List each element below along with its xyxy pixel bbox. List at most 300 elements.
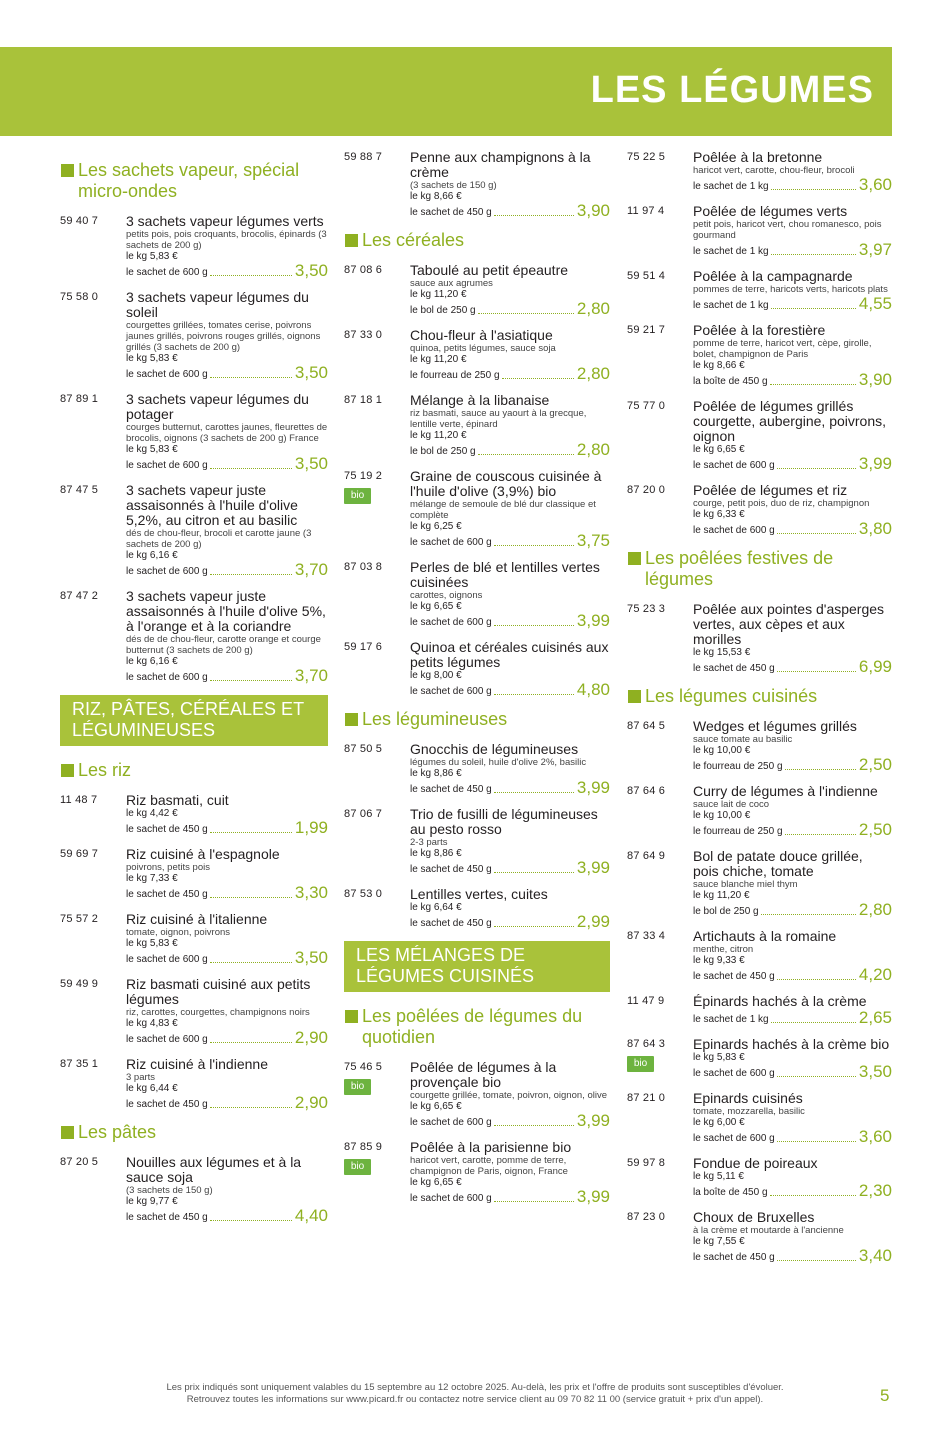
dotted-leader [777, 468, 856, 469]
product-price: 3,60 [858, 1127, 892, 1146]
product-price: 3,50 [294, 454, 328, 473]
product-code: 75 22 5 [627, 151, 666, 163]
product-item [627, 204, 892, 258]
package-size: le sachet de 450 g [126, 824, 208, 835]
price-line [410, 913, 610, 930]
price-line [410, 859, 610, 876]
price-line [410, 365, 610, 382]
product-item [344, 887, 610, 930]
package-size: le sachet de 600 g [410, 537, 492, 548]
product-item [344, 469, 610, 549]
price-line [693, 295, 892, 312]
product-description: sauce aux agrumes [410, 278, 493, 289]
price-per-kg: le kg 8,86 € [410, 768, 462, 779]
price-line [693, 1063, 892, 1080]
package-size: le sachet de 600 g [693, 460, 775, 471]
price-per-kg: le kg 15,53 € [693, 647, 751, 658]
product-code: 87 64 9 [627, 850, 666, 862]
price-per-kg: le kg 6,33 € [693, 509, 745, 520]
product-description: (3 sachets de 150 g) [126, 1185, 213, 1196]
product-code: 87 53 0 [344, 888, 383, 900]
product-name: Nouilles aux légumes et à la sauce soja [126, 1154, 302, 1185]
footer-line-2: Retrouvez toutes les informations sur www.picard.fr ou contactez notre service client au 09 70 82 11 00 (service gratuit + prix d'un appel). [186, 1394, 764, 1405]
package-size: le sachet de 600 g [693, 1068, 775, 1079]
price-line [693, 821, 892, 838]
product-description: 3 parts [126, 1072, 156, 1083]
product-price: 2,90 [294, 1093, 328, 1112]
dotted-leader [494, 215, 574, 216]
package-size: le sachet de 600 g [126, 267, 208, 278]
product-code: 87 20 5 [60, 1156, 99, 1168]
product-code: 75 58 0 [60, 291, 99, 303]
package-size: le sachet de 600 g [693, 1133, 775, 1144]
product-name: 3 sachets vapeur légumes du soleil [126, 289, 309, 320]
package-size: le fourreau de 250 g [693, 826, 783, 837]
product-price: 2,80 [576, 299, 610, 318]
product-price: 2,65 [858, 1008, 892, 1027]
price-line [693, 1247, 892, 1264]
product-name: Riz cuisiné à l'espagnole [126, 846, 280, 862]
dotted-leader [210, 275, 292, 276]
package-size: le bol de 250 g [410, 305, 476, 316]
product-name: Mélange à la libanaise [410, 392, 550, 408]
product-price: 3,50 [294, 948, 328, 967]
price-per-kg: le kg 11,20 € [410, 289, 467, 300]
product-name: Curry de légumes à l'indienne [693, 783, 878, 799]
price-per-kg: le kg 5,11 € [693, 1171, 744, 1182]
dotted-leader [494, 1125, 574, 1126]
section-square-icon [345, 234, 358, 247]
product-price: 4,80 [576, 680, 610, 699]
section-title [60, 760, 328, 781]
price-per-kg: le kg 11,20 € [410, 430, 467, 441]
dotted-leader [210, 574, 292, 575]
package-size: la boîte de 450 g [693, 376, 768, 387]
dotted-leader [494, 625, 574, 626]
dotted-leader [494, 792, 574, 793]
dotted-leader [777, 533, 856, 534]
product-name: Poêlée de légumes à la provençale bio [410, 1059, 557, 1090]
section-title-text: Les riz [78, 760, 132, 780]
product-description: dés de chou-fleur, brocoli et carotte jaune (3 sachets de 200 g) [126, 528, 312, 550]
price-per-kg: le kg 5,83 € [126, 444, 178, 455]
footer-legal [110, 1382, 840, 1406]
product-price: 3,97 [858, 240, 892, 259]
package-size: le sachet de 450 g [410, 918, 492, 929]
product-price: 2,80 [576, 440, 610, 459]
dotted-leader [785, 769, 856, 770]
product-code: 87 33 0 [344, 329, 383, 341]
dotted-leader [478, 313, 574, 314]
page-title: LES LÉGUMES [590, 69, 874, 111]
product-description: poivrons, petits pois [126, 862, 210, 873]
product-name: Poêlée à la campagnarde [693, 268, 853, 284]
product-description: courgette grillée, tomate, poivron, oignon, olive [410, 1090, 607, 1101]
dotted-leader [777, 1260, 856, 1261]
product-name: Poêlée de légumes et riz [693, 482, 848, 498]
product-item [60, 977, 328, 1046]
footer-line-1: Les prix indiqués sont uniquement valables du 15 septembre au 12 octobre 2025. Au-delà, les prix et l'offre de produits sont susceptibles d'évoluer. [166, 1382, 784, 1393]
product-price: 3,60 [858, 175, 892, 194]
product-name: Epinards cuisinés [693, 1090, 803, 1106]
product-name: Bol de patate douce grillée, pois chiche, tomate [693, 848, 863, 879]
section-title [344, 230, 610, 251]
product-price: 3,99 [576, 858, 610, 877]
product-description: 2-3 parts [410, 837, 448, 848]
product-description: mélange de semoule de blé dur classique et complète [410, 499, 596, 521]
price-line [126, 561, 328, 578]
product-name: 3 sachets vapeur juste assaisonnés à l'huile d'olive 5%, à l'orange et à la coriandre [126, 588, 326, 634]
bio-logo-icon: bio [344, 1159, 371, 1175]
section-title [344, 709, 610, 730]
dotted-leader [210, 1220, 292, 1221]
product-price: 3,99 [576, 611, 610, 630]
product-code: 87 03 8 [344, 561, 383, 573]
price-line [693, 1182, 892, 1199]
product-description: pomme de terre, haricot vert, cèpe, girolle, bolet, champignon de Paris [693, 338, 872, 360]
product-description: dés de de chou-fleur, carotte orange et courge butternut (3 sachets de 200 g) [126, 634, 321, 656]
price-line [693, 371, 892, 388]
package-size: le fourreau de 250 g [410, 370, 500, 381]
price-line [410, 202, 610, 219]
product-name: Fondue de poireaux [693, 1155, 818, 1171]
product-name: Riz cuisiné à l'indienne [126, 1056, 268, 1072]
price-line [410, 1112, 610, 1129]
bio-logo-icon: bio [344, 488, 371, 504]
product-code: 75 46 5 [344, 1061, 383, 1073]
product-description: petits pois, pois croquants, brocolis, épinards (3 sachets de 200 g) [126, 229, 327, 251]
product-code: 87 47 2 [60, 590, 99, 602]
package-size: le sachet de 1 kg [693, 181, 769, 192]
bio-logo-icon: bio [344, 1079, 371, 1095]
section-title-text: Les pâtes [78, 1122, 157, 1142]
product-item [344, 807, 610, 876]
price-line [693, 658, 892, 675]
product-code: 87 35 1 [60, 1058, 99, 1070]
price-line [410, 532, 610, 549]
product-item [60, 290, 328, 381]
product-code: 87 64 3 [627, 1038, 666, 1050]
section-square-icon [61, 1126, 74, 1139]
product-item [344, 150, 610, 219]
price-line [126, 1094, 328, 1111]
product-item [60, 392, 328, 472]
price-line [693, 756, 892, 773]
section-title [60, 160, 328, 202]
product-price: 4,40 [294, 1206, 328, 1225]
dotted-leader [771, 189, 856, 190]
package-size: le bol de 250 g [410, 446, 476, 457]
product-price: 3,70 [294, 560, 328, 579]
product-item [344, 742, 610, 796]
price-line [126, 949, 328, 966]
product-code: 59 97 8 [627, 1157, 666, 1169]
product-name: Poêlée de légumes verts [693, 203, 848, 219]
product-price: 2,50 [858, 755, 892, 774]
package-size: le sachet de 600 g [126, 1034, 208, 1045]
product-item [60, 793, 328, 836]
package-size: le sachet de 1 kg [693, 246, 769, 257]
product-description: haricot vert, carotte, pomme de terre, champignon de Paris, oignon, France [410, 1155, 568, 1177]
dotted-leader [785, 834, 856, 835]
product-name: Wedges et légumes grillés [693, 718, 857, 734]
product-price: 2,90 [294, 1028, 328, 1047]
product-item [627, 849, 892, 918]
price-per-kg: le kg 10,00 € [693, 745, 751, 756]
product-code: 59 21 7 [627, 324, 666, 336]
price-per-kg: le kg 5,83 € [126, 251, 178, 262]
product-price: 2,30 [858, 1181, 892, 1200]
product-code: 75 57 2 [60, 913, 99, 925]
product-item [344, 1140, 610, 1205]
product-code: 87 89 1 [60, 393, 99, 405]
product-item [344, 328, 610, 382]
product-item [344, 640, 610, 698]
dotted-leader [494, 694, 574, 695]
price-line [126, 884, 328, 901]
price-line [126, 819, 328, 836]
price-line [693, 1128, 892, 1145]
price-per-kg: le kg 6,65 € [410, 601, 462, 612]
price-per-kg: le kg 6,25 € [410, 521, 462, 532]
package-size: le sachet de 600 g [410, 1117, 492, 1128]
product-code: 59 49 9 [60, 978, 99, 990]
product-code: 87 20 0 [627, 484, 666, 496]
price-per-kg: le kg 9,33 € [693, 955, 745, 966]
product-name: Riz basmati, cuit [126, 792, 229, 808]
package-size: le sachet de 450 g [410, 207, 492, 218]
dotted-leader [777, 1141, 856, 1142]
package-size: le sachet de 450 g [126, 1099, 208, 1110]
product-item [627, 1156, 892, 1199]
product-price: 1,99 [294, 818, 328, 837]
price-line [410, 441, 610, 458]
section-title-text: Les poêlées de légumes du quotidien [362, 1006, 583, 1047]
dotted-leader [761, 914, 856, 915]
product-name: Quinoa et céréales cuisinés aux petits légumes [410, 639, 609, 670]
product-description: légumes du soleil, huile d'olive 2%, basilic [410, 757, 587, 768]
section-square-icon [61, 764, 74, 777]
product-name: Graine de couscous cuisinée à l'huile d'olive (3,9%) bio [410, 468, 602, 499]
product-item [627, 602, 892, 675]
price-line [693, 176, 892, 193]
package-size: le sachet de 450 g [126, 889, 208, 900]
price-per-kg: le kg 6,65 € [410, 1101, 462, 1112]
product-description: sauce blanche miel thym [693, 879, 798, 890]
product-name: 3 sachets vapeur légumes du potager [126, 391, 309, 422]
package-size: le sachet de 600 g [693, 525, 775, 536]
product-price: 3,99 [576, 1111, 610, 1130]
product-code: 87 23 0 [627, 1211, 666, 1223]
product-name: Poêlée à la parisienne bio [410, 1139, 572, 1155]
product-code: 11 47 9 [627, 995, 665, 1007]
price-per-kg: le kg 6,44 € [126, 1083, 178, 1094]
package-size: le sachet de 450 g [693, 971, 775, 982]
price-line [126, 667, 328, 684]
section-square-icon [345, 713, 358, 726]
price-per-kg: le kg 6,65 € [410, 1177, 462, 1188]
package-size: le sachet de 600 g [126, 672, 208, 683]
product-price: 3,99 [576, 1187, 610, 1206]
product-code: 59 40 7 [60, 215, 99, 227]
product-name: Artichauts à la romaine [693, 928, 837, 944]
dotted-leader [210, 1042, 292, 1043]
product-item [627, 784, 892, 838]
product-description: riz, carottes, courgettes, champignons noirs [126, 1007, 310, 1018]
product-name: Riz cuisiné à l'italienne [126, 911, 268, 927]
product-price: 3,40 [858, 1246, 892, 1265]
product-name: Chou-fleur à l'asiatique [410, 327, 553, 343]
price-line [126, 364, 328, 381]
price-per-kg: le kg 7,55 € [693, 1236, 745, 1247]
package-size: le sachet de 600 g [126, 369, 208, 380]
product-item [627, 483, 892, 537]
price-line [410, 300, 610, 317]
product-price: 3,99 [576, 778, 610, 797]
price-per-kg: le kg 6,65 € [693, 444, 745, 455]
product-name: Trio de fusilli de légumineuses au pesto rosso [410, 806, 598, 837]
product-code: 87 33 4 [627, 930, 666, 942]
product-description: quinoa, petits légumes, sauce soja [410, 343, 556, 354]
package-size: le sachet de 450 g [693, 663, 775, 674]
price-line [410, 612, 610, 629]
product-item [60, 847, 328, 901]
price-line [693, 241, 892, 258]
product-name: Poêlée à la forestière [693, 322, 826, 338]
product-item [344, 1060, 610, 1129]
product-description: sauce lait de coco [693, 799, 770, 810]
product-description: tomate, mozzarella, basilic [693, 1106, 805, 1117]
dotted-leader [478, 454, 574, 455]
package-size: le sachet de 450 g [126, 1212, 208, 1223]
price-per-kg: le kg 4,83 € [126, 1018, 178, 1029]
package-size: le sachet de 600 g [410, 1193, 492, 1204]
dotted-leader [777, 671, 856, 672]
dotted-leader [777, 1076, 856, 1077]
product-name: Lentilles vertes, cuites [410, 886, 548, 902]
price-line [693, 520, 892, 537]
price-line [126, 1207, 328, 1224]
price-per-kg: le kg 5,83 € [126, 353, 178, 364]
product-item [627, 1210, 892, 1264]
price-line [693, 901, 892, 918]
package-size: le fourreau de 250 g [693, 761, 783, 772]
product-item [60, 589, 328, 684]
product-name: 3 sachets vapeur légumes verts [126, 213, 324, 229]
product-code: 87 06 7 [344, 808, 383, 820]
product-code: 75 77 0 [627, 400, 666, 412]
dotted-leader [210, 468, 292, 469]
dotted-leader [770, 384, 856, 385]
product-item [60, 1155, 328, 1224]
price-per-kg: le kg 5,83 € [693, 1052, 745, 1063]
product-description: tomate, oignon, poivrons [126, 927, 231, 938]
dotted-leader [771, 308, 856, 309]
package-size: le sachet de 1 kg [693, 300, 769, 311]
section-square-icon [345, 1010, 358, 1023]
price-line [410, 779, 610, 796]
page-number: 5 [880, 1386, 890, 1405]
product-price: 3,75 [576, 531, 610, 550]
price-per-kg: le kg 8,00 € [410, 670, 462, 681]
price-per-kg: le kg 7,33 € [126, 873, 178, 884]
price-per-kg: le kg 6,16 € [126, 656, 178, 667]
product-item [60, 1057, 328, 1111]
product-item [627, 269, 892, 312]
product-item [344, 560, 610, 629]
product-name: Taboulé au petit épeautre [410, 262, 569, 278]
dotted-leader [210, 832, 292, 833]
product-item [627, 994, 892, 1026]
product-code: 87 85 9 [344, 1141, 383, 1153]
package-size: le sachet de 1 kg [693, 1014, 769, 1025]
section-square-icon [61, 164, 74, 177]
product-code: 87 64 5 [627, 720, 666, 732]
section-title-text: Les sachets vapeur, spécial micro-ondes [78, 160, 300, 201]
price-per-kg: le kg 8,66 € [410, 191, 462, 202]
price-per-kg: le kg 5,83 € [126, 938, 178, 949]
dotted-leader [210, 680, 292, 681]
product-item [627, 929, 892, 983]
product-description: haricot vert, carotte, chou-fleur, brocoli [693, 165, 855, 176]
product-item [627, 1091, 892, 1145]
section-band: RIZ, PÂTES, CÉRÉALES ET LÉGUMINEUSES [60, 695, 328, 746]
dotted-leader [770, 1195, 856, 1196]
product-price: 2,50 [858, 820, 892, 839]
product-description: courges butternut, carottes jaunes, fleurettes de brocolis, oignons (3 sachets de 200 g) France [126, 422, 328, 444]
price-line [126, 262, 328, 279]
product-name: Épinards hachés à la crème [693, 993, 867, 1009]
product-item [627, 399, 892, 472]
product-name: Gnocchis de légumineuses [410, 741, 579, 757]
product-item [627, 150, 892, 193]
price-line [126, 1029, 328, 1046]
product-description: petit pois, haricot vert, chou romanesco, pois gourmand [693, 219, 882, 241]
product-description: courge, petit pois, duo de riz, champignon [693, 498, 870, 509]
section-title-text: Les légumineuses [362, 709, 508, 729]
column-3 [627, 150, 892, 1275]
price-line [693, 455, 892, 472]
product-code: 87 18 1 [344, 394, 383, 406]
price-per-kg: le kg 8,66 € [693, 360, 745, 371]
product-price: 3,30 [294, 883, 328, 902]
dotted-leader [210, 377, 292, 378]
product-code: 87 21 0 [627, 1092, 666, 1104]
product-price: 3,90 [858, 370, 892, 389]
product-item [344, 263, 610, 317]
product-item [60, 214, 328, 279]
product-name: Epinards hachés à la crème bio [693, 1036, 890, 1052]
product-code: 59 51 4 [627, 270, 666, 282]
section-square-icon [628, 690, 641, 703]
product-name: Choux de Bruxelles [693, 1209, 815, 1225]
product-name: Poêlée à la bretonne [693, 149, 823, 165]
product-code: 59 69 7 [60, 848, 99, 860]
product-item [344, 393, 610, 458]
section-title-text: Les poêlées festives de légumes [645, 548, 834, 589]
price-line [410, 1188, 610, 1205]
section-title [627, 686, 892, 707]
price-per-kg: le kg 6,16 € [126, 550, 178, 561]
section-title-text: Les légumes cuisinés [645, 686, 818, 706]
product-description: pommes de terre, haricots verts, haricots plats [693, 284, 888, 295]
product-price: 2,80 [576, 364, 610, 383]
package-size: le sachet de 600 g [126, 566, 208, 577]
product-description: menthe, citron [693, 944, 754, 955]
package-size: la boîte de 450 g [693, 1187, 768, 1198]
price-per-kg: le kg 8,86 € [410, 848, 462, 859]
product-code: 87 08 6 [344, 264, 383, 276]
